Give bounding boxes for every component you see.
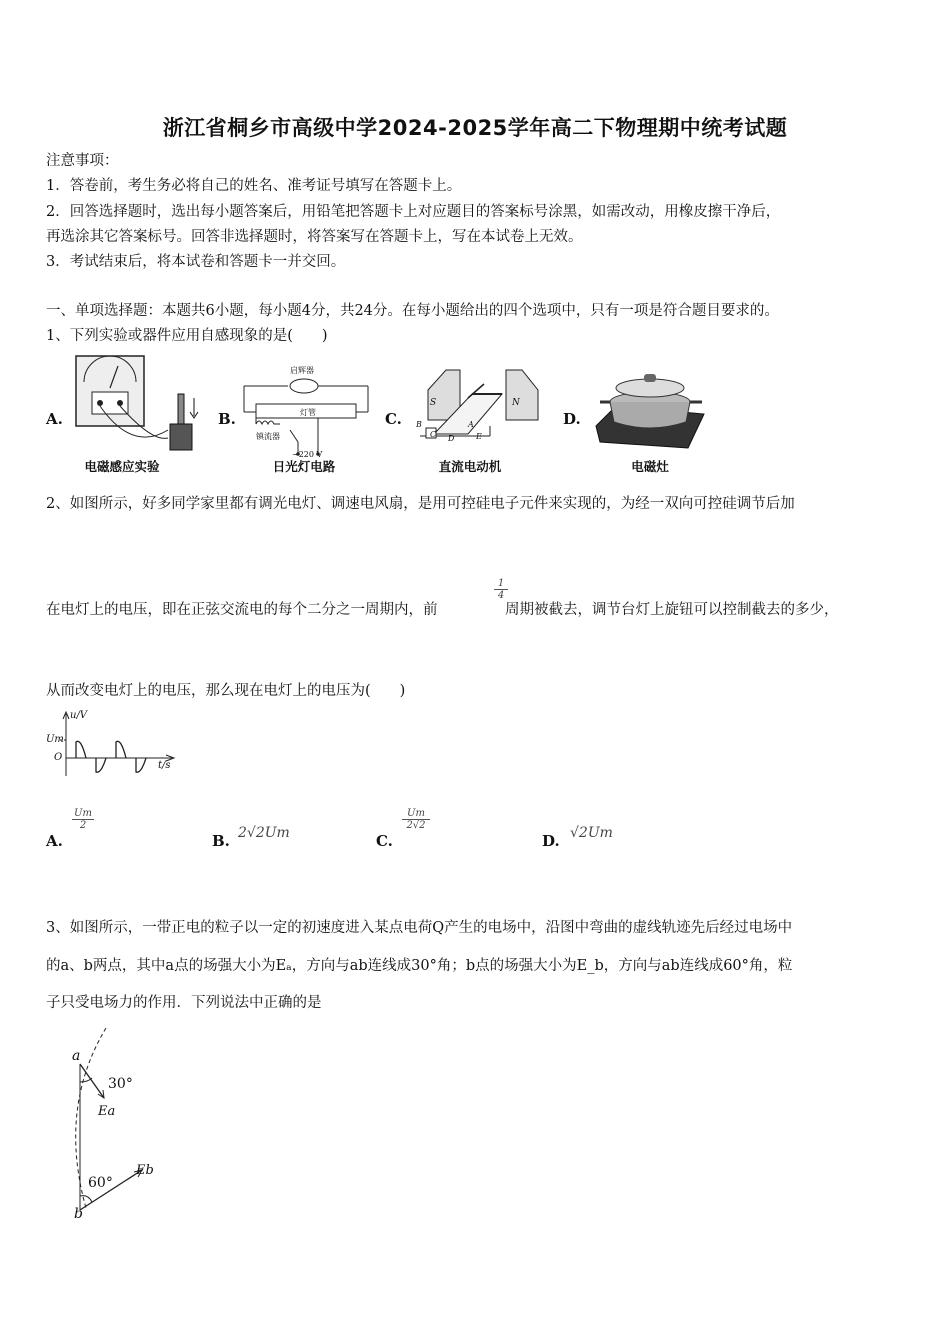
starter-label: 启辉器 xyxy=(290,366,314,375)
q2-stem-line2a: 在电灯上的电压，即在正弦交流电的每个二分之一周期内，前 xyxy=(46,602,438,618)
section-heading: 一、单项选择题：本题共6小题，每小题4分，共24分。在每小题给出的四个选项中，只有一项是符合题目要求的。 xyxy=(46,303,779,319)
note-item: 2．回答选择题时，选出每小题答案后，用铅笔把答题卡上对应题目的答案标号涂黑，如需改动，用橡皮擦干净后， xyxy=(46,204,781,220)
angle-a-label: 30° xyxy=(108,1076,133,1092)
ballast-label: 镇流器 xyxy=(256,432,280,441)
graph-x-label: t/s xyxy=(158,760,171,771)
q2-option-a-label: A. xyxy=(46,832,63,850)
q1-option-d-caption: 电磁灶 xyxy=(631,459,669,474)
point-d-label: D xyxy=(448,434,455,443)
q2-option-c-fraction xyxy=(402,808,430,831)
point-a-label: A xyxy=(468,420,474,429)
page-title: 浙江省桐乡市高级中学2024-2025学年高二下物理期中统考试题 xyxy=(162,116,788,140)
point-a-label: a xyxy=(72,1048,81,1064)
q1-option-a-label: A. xyxy=(46,410,63,428)
q2-option-b-label: B. xyxy=(212,832,230,850)
q2-option-c-label: C. xyxy=(376,832,393,850)
notes-heading: 注意事项： xyxy=(46,153,119,169)
q2-option-a-numerator: Um xyxy=(72,808,94,820)
q2-option-b-expression: 2√2Um xyxy=(238,825,290,841)
field-ea-label: Ea xyxy=(98,1104,116,1119)
fraction-denominator: 4 xyxy=(497,590,505,601)
pole-n-label: N xyxy=(512,398,520,408)
point-e-label: E xyxy=(476,432,482,441)
note-item: 3．考试结束后，将本试卷和答题卡一并交回。 xyxy=(46,254,346,270)
point-c-label: C xyxy=(430,430,437,439)
q1-option-a-caption: 电磁感应实验 xyxy=(84,459,160,474)
quarter-fraction xyxy=(494,578,508,601)
point-b-label: b xyxy=(74,1206,83,1222)
field-eb-label: Eb xyxy=(136,1163,154,1178)
point-b-label: B xyxy=(416,420,422,429)
note-item: 1．答卷前，考生务必将自己的姓名、准考证号填写在答题卡上。 xyxy=(46,178,462,194)
q2-option-a-denominator: 2 xyxy=(79,820,87,831)
graph-origin-label: O xyxy=(54,752,63,763)
q2-stem-line3: 从而改变电灯上的电压，那么现在电灯上的电压为( ) xyxy=(46,683,406,699)
q1-option-b-caption: 日光灯电路 xyxy=(272,459,336,474)
q1-option-c-caption: 直流电动机 xyxy=(438,459,502,474)
q1-option-c-label: C. xyxy=(385,410,402,428)
voltage-label: ~220 V xyxy=(292,450,323,459)
q2-stem-line1: 2、如图所示，好多同学家里都有调光电灯、调速电风扇，是用可控硅电子元件来实现的，为经一双向可控硅调节后加 xyxy=(46,496,795,512)
q3-stem-line1: 3、如图所示，一带正电的粒子以一定的初速度进入某点电荷Q产生的电场中，沿图中弯曲的虚线轨迹先后经过电场中 xyxy=(46,920,793,936)
angle-b-label: 60° xyxy=(88,1175,113,1191)
q2-option-c-denominator: 2√2 xyxy=(406,820,426,831)
lamp-tube-label: 灯管 xyxy=(300,408,316,417)
fraction-numerator: 1 xyxy=(494,578,508,590)
pole-s-label: S xyxy=(430,398,437,408)
q1-option-d-label: D. xyxy=(563,410,581,428)
q2-option-d-label: D. xyxy=(542,832,560,850)
q1-stem: 1、下列实验或器件应用自感现象的是( ) xyxy=(46,328,328,344)
q3-stem-line3: 子只受电场力的作用．下列说法中正确的是 xyxy=(46,995,322,1011)
q1-option-b-label: B. xyxy=(218,410,236,428)
q2-option-c-numerator: Um xyxy=(402,808,430,820)
q2-stem-line2b: 周期被截去，调节台灯上旋钮可以控制截去的多少， xyxy=(505,602,839,618)
induction-cooker-figure xyxy=(592,366,710,452)
q2-option-d-expression: √2Um xyxy=(570,825,613,841)
electromagnetic-induction-figure xyxy=(72,352,204,454)
q2-option-a-fraction xyxy=(72,808,94,831)
q3-stem-line2: 的a、b两点，其中a点的场强大小为Eₐ，方向与ab连线成30°角；b点的场强大小为E_b，方向与ab连线成60°角，粒 xyxy=(46,958,793,974)
graph-um-label: Um xyxy=(46,734,64,745)
note-item: 再选涂其它答案标号。回答非选择题时，将答案写在答题卡上，写在本试卷上无效。 xyxy=(46,229,583,245)
graph-y-label: u/V xyxy=(70,710,88,721)
